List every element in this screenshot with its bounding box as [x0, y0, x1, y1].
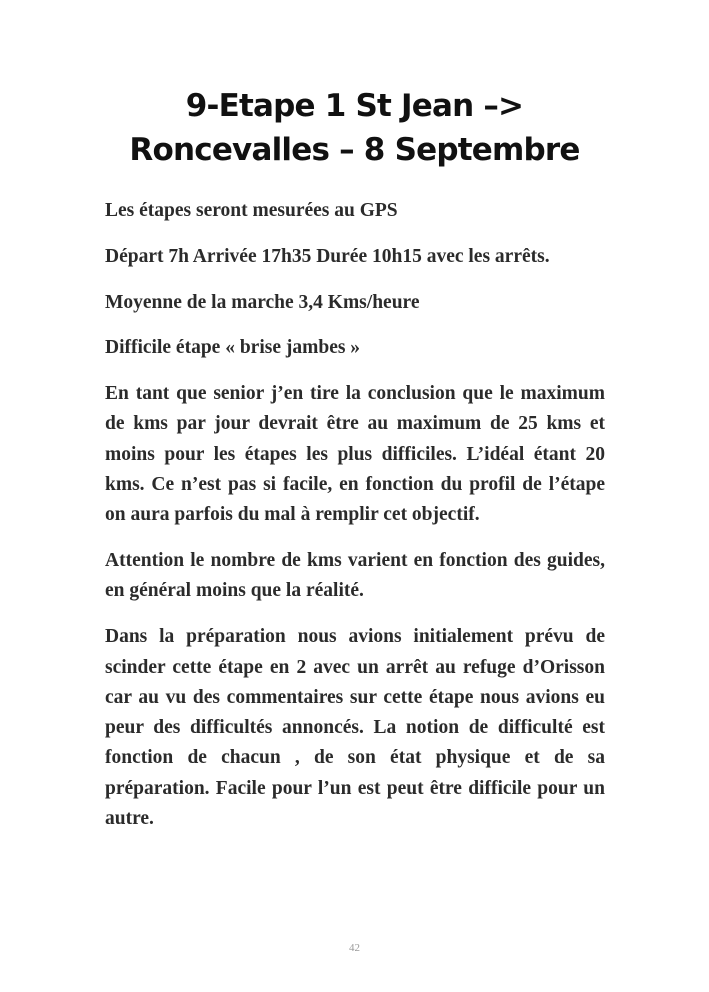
title-line-1: 9-Etape 1 St Jean –> [185, 88, 524, 124]
paragraph-schedule: Départ 7h Arrivée 17h35 Durée 10h15 avec les arrêts. [105, 245, 550, 267]
paragraph-average-speed: Moyenne de la marche 3,4 Kms/heure [105, 291, 420, 313]
paragraph-guides: Attention le nombre de kms varient en fonction des guides, en général moins que la réalité. [105, 550, 605, 602]
paragraph-gps: Les étapes seront mesurées au GPS [105, 200, 398, 221]
page-title [60, 84, 649, 172]
body-text [105, 196, 605, 850]
paragraph-senior-conclusion: En tant que senior j’en tire la conclusion que le maximum de kms par jour devrait être au maximum de 25 kms et moins pour les étapes les plus difficiles. L’idéal étant 20 kms. Ce n’est pas si facile, en fonction du profil de l’étape on aura parfois du mal à remplir cet objectif. [105, 383, 605, 526]
title-line-2: Roncevalles – 8 Septembre [129, 132, 580, 168]
paragraph-preparation: Dans la préparation nous avions initialement prévu de scinder cette étape en 2 avec un arrêt au refuge d’Orisson car au vu des commentaires sur cette étape nous avions eu peur des difficultés annoncés. La notion de difficulté est fonction de chacun , de son état physique et de sa préparation. Facile pour l’un est peut être difficile pour un autre. [105, 626, 605, 830]
paragraph-difficulty: Difficile étape « brise jambes » [105, 337, 361, 359]
page-number: 42 [349, 942, 360, 954]
